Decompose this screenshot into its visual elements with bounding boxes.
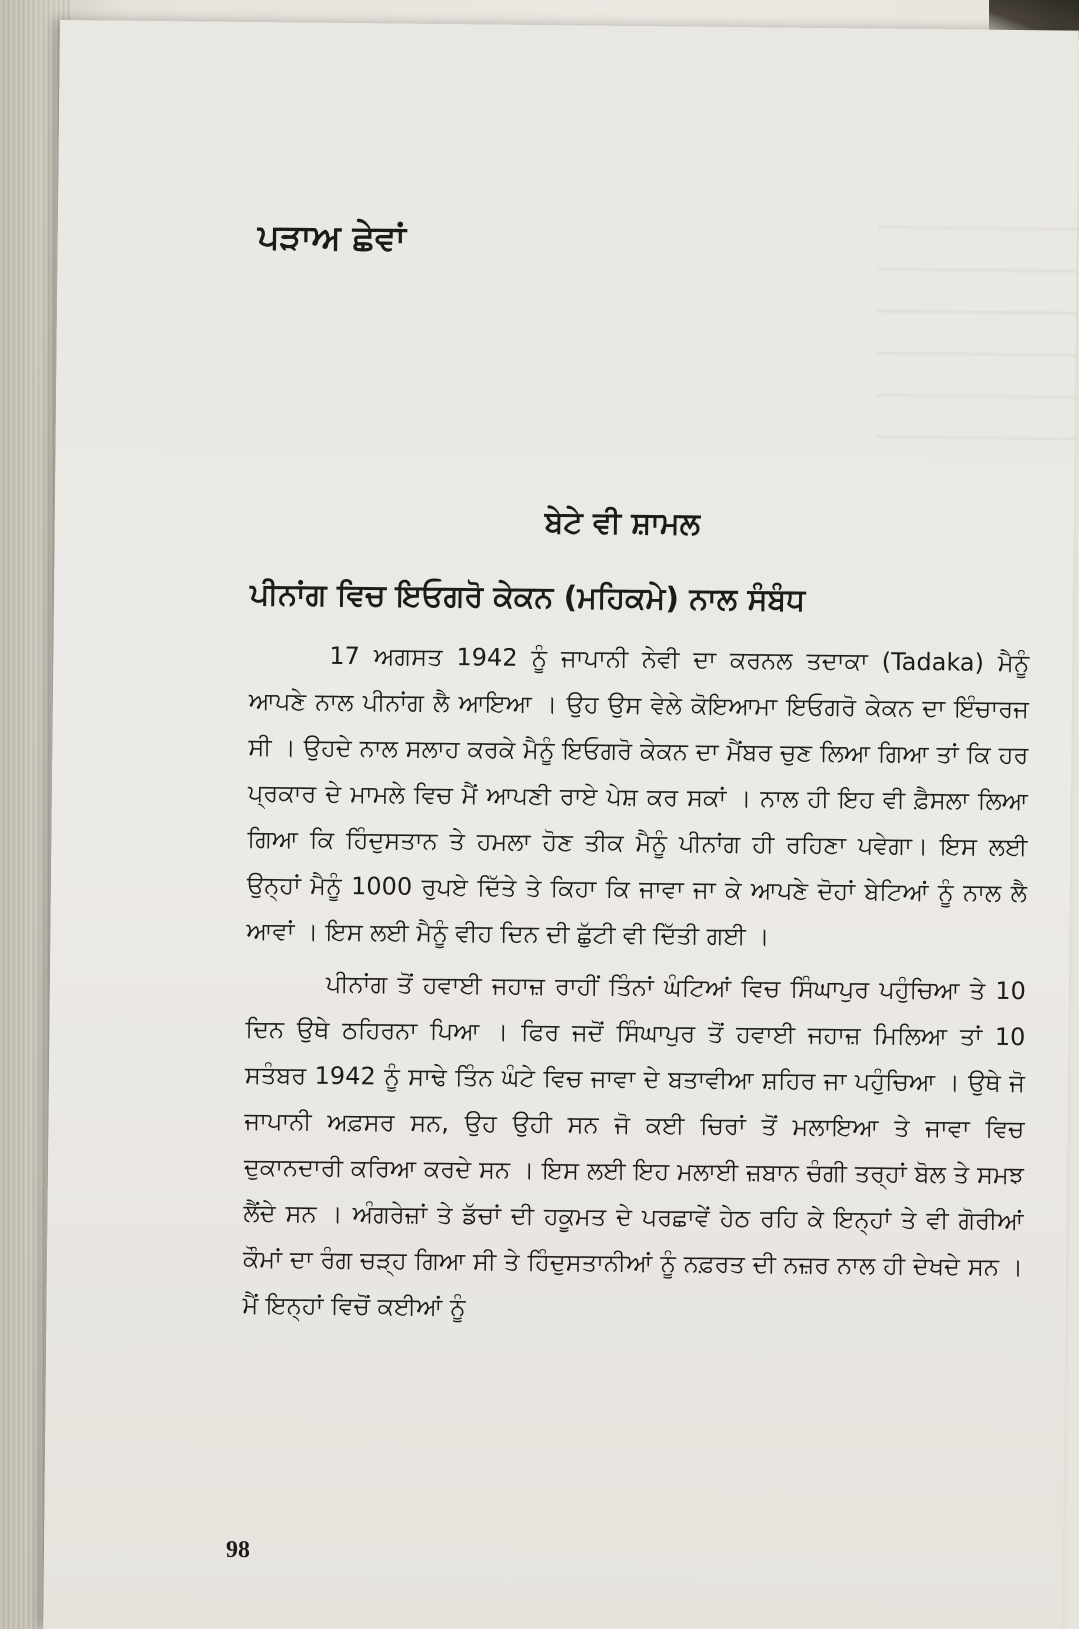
paragraph: ਪੀਨਾਂਗ ਤੋਂ ਹਵਾਈ ਜਹਾਜ਼ ਰਾਹੀਂ ਤਿੰਨਾਂ ਘੰਟਿਆਂ ਵਿਚ ਸਿੰਘਾਪੁਰ ਪਹੁੰਚਿਆ ਤੇ 10 ਦਿਨ ਉਥੇ ਠਹਿਰਨਾ ਪਿਆ । ਫਿਰ ਜਦੋਂ ਸਿੰਘਾਪੁਰ ਤੋਂ ਹਵਾਈ ਜਹਾਜ਼ ਮਿਲਿਆ ਤਾਂ 10 ਸਤੰਬਰ 1942 ਨੂੰ ਸਾਢੇ ਤਿੰਨ ਘੰਟੇ ਵਿਚ ਜਾਵਾ ਦੇ ਬਤਾਵੀਆ ਸ਼ਹਿਰ ਜਾ ਪਹੁੰਚਿਆ । ਉਥੇ ਜੋ ਜਾਪਾਨੀ ਅਫ਼ਸਰ ਸਨ, ਉਹ ਉਹੀ ਸਨ ਜੋ ਕਈ ਚਿਰਾਂ ਤੋਂ ਮਲਾਇਆ ਤੇ ਜਾਵਾ ਵਿਚ ਦੁਕਾਨਦਾਰੀ ਕਰਿਆ ਕਰਦੇ ਸਨ । ਇਸ ਲਈ ਇਹ ਮਲਾਈ ਜ਼ਬਾਨ ਚੰਗੀ ਤਰ੍ਹਾਂ ਬੋਲ ਤੇ ਸਮਝ ਲੈਂਦੇ ਸਨ । ਅੰਗਰੇਜ਼ਾਂ ਤੇ ਡੱਚਾਂ ਦੀ ਹਕੂਮਤ ਦੇ ਪਰਛਾਵੇਂ ਹੇਠ ਰਹਿ ਕੇ ਇਨ੍ਹਾਂ ਤੇ ਵੀ ਗੋਰੀਆਂ ਕੌਮਾਂ ਦਾ ਰੰਗ ਚੜ੍ਹ ਗਿਆ ਸੀ ਤੇ ਹਿੰਦੁਸਤਾਨੀਆਂ ਨੂੰ ਨਫ਼ਰਤ ਦੀ ਨਜ਼ਰ ਨਾਲ ਹੀ ਦੇਖਦੇ ਸਨ । ਮੈਂ ਇਨ੍ਹਾਂ ਵਿਚੋਂ ਕਈਆਂ ਨੂੰ: [242, 969, 1027, 1322]
paragraph: 17 ਅਗਸਤ 1942 ਨੂੰ ਜਾਪਾਨੀ ਨੇਵੀ ਦਾ ਕਰਨਲ ਤਦਾਕਾ (Tadaka) ਮੈਨੂੰ ਆਪਣੇ ਨਾਲ ਪੀਨਾਂਗ ਲੈ ਆਇਆ । ਉਹ ਉਸ ਵੇਲੇ ਕੋਇਆਮਾ ਇਓਗਰੋ ਕੇਕਨ ਦਾ ਇੰਚਾਰਜ ਸੀ । ਉਹਦੇ ਨਾਲ ਸਲਾਹ ਕਰਕੇ ਮੈਨੂੰ ਇਓਗਰੋ ਕੇਕਨ ਦਾ ਮੈਂਬਰ ਚੁਣ ਲਿਆ ਗਿਆ ਤਾਂ ਕਿ ਹਰ ਪ੍ਰਕਾਰ ਦੇ ਮਾਮਲੇ ਵਿਚ ਮੈਂ ਆਪਣੀ ਰਾਏ ਪੇਸ਼ ਕਰ ਸਕਾਂ । ਨਾਲ ਹੀ ਇਹ ਵੀ ਫ਼ੈਸਲਾ ਲਿਆ ਗਿਆ ਕਿ ਹਿੰਦੁਸਤਾਨ ਤੇ ਹਮਲਾ ਹੋਣ ਤੀਕ ਮੈਨੂੰ ਪੀਨਾਂਗ ਹੀ ਰਹਿਣਾ ਪਵੇਗਾ। ਇਸ ਲਈ ਉਨ੍ਹਾਂ ਮੈਨੂੰ 1000 ਰੁਪਏ ਦਿੱਤੇ ਤੇ ਕਿਹਾ ਕਿ ਜਾਵਾ ਜਾ ਕੇ ਆਪਣੇ ਦੋਹਾਂ ਬੇਟਿਆਂ ਨੂੰ ਨਾਲ ਲੈ ਆਵਾਂ । ਇਸ ਲਈ ਮੈਨੂੰ ਵੀਹ ਦਿਨ ਦੀ ਛੁੱਟੀ ਵੀ ਦਿੱਤੀ ਗਈ ।: [246, 641, 1030, 951]
show-through-text: [876, 189, 1079, 441]
page-number: 98: [225, 1536, 251, 1564]
book-page: [43, 20, 1079, 1629]
subtitle: ਪੀਨਾਂਗ ਵਿਚ ਇਓਗਰੋ ਕੇਕਨ (ਮਹਿਕਮੇ) ਨਾਲ ਸੰਬੰਧ: [249, 577, 806, 618]
body-text: [242, 632, 1029, 1342]
section-title: ਬੇਟੇ ਵੀ ਸ਼ਾਮਲ: [544, 505, 701, 542]
chapter-title: ਪੜਾਅ ਛੇਵਾਂ: [257, 217, 407, 259]
